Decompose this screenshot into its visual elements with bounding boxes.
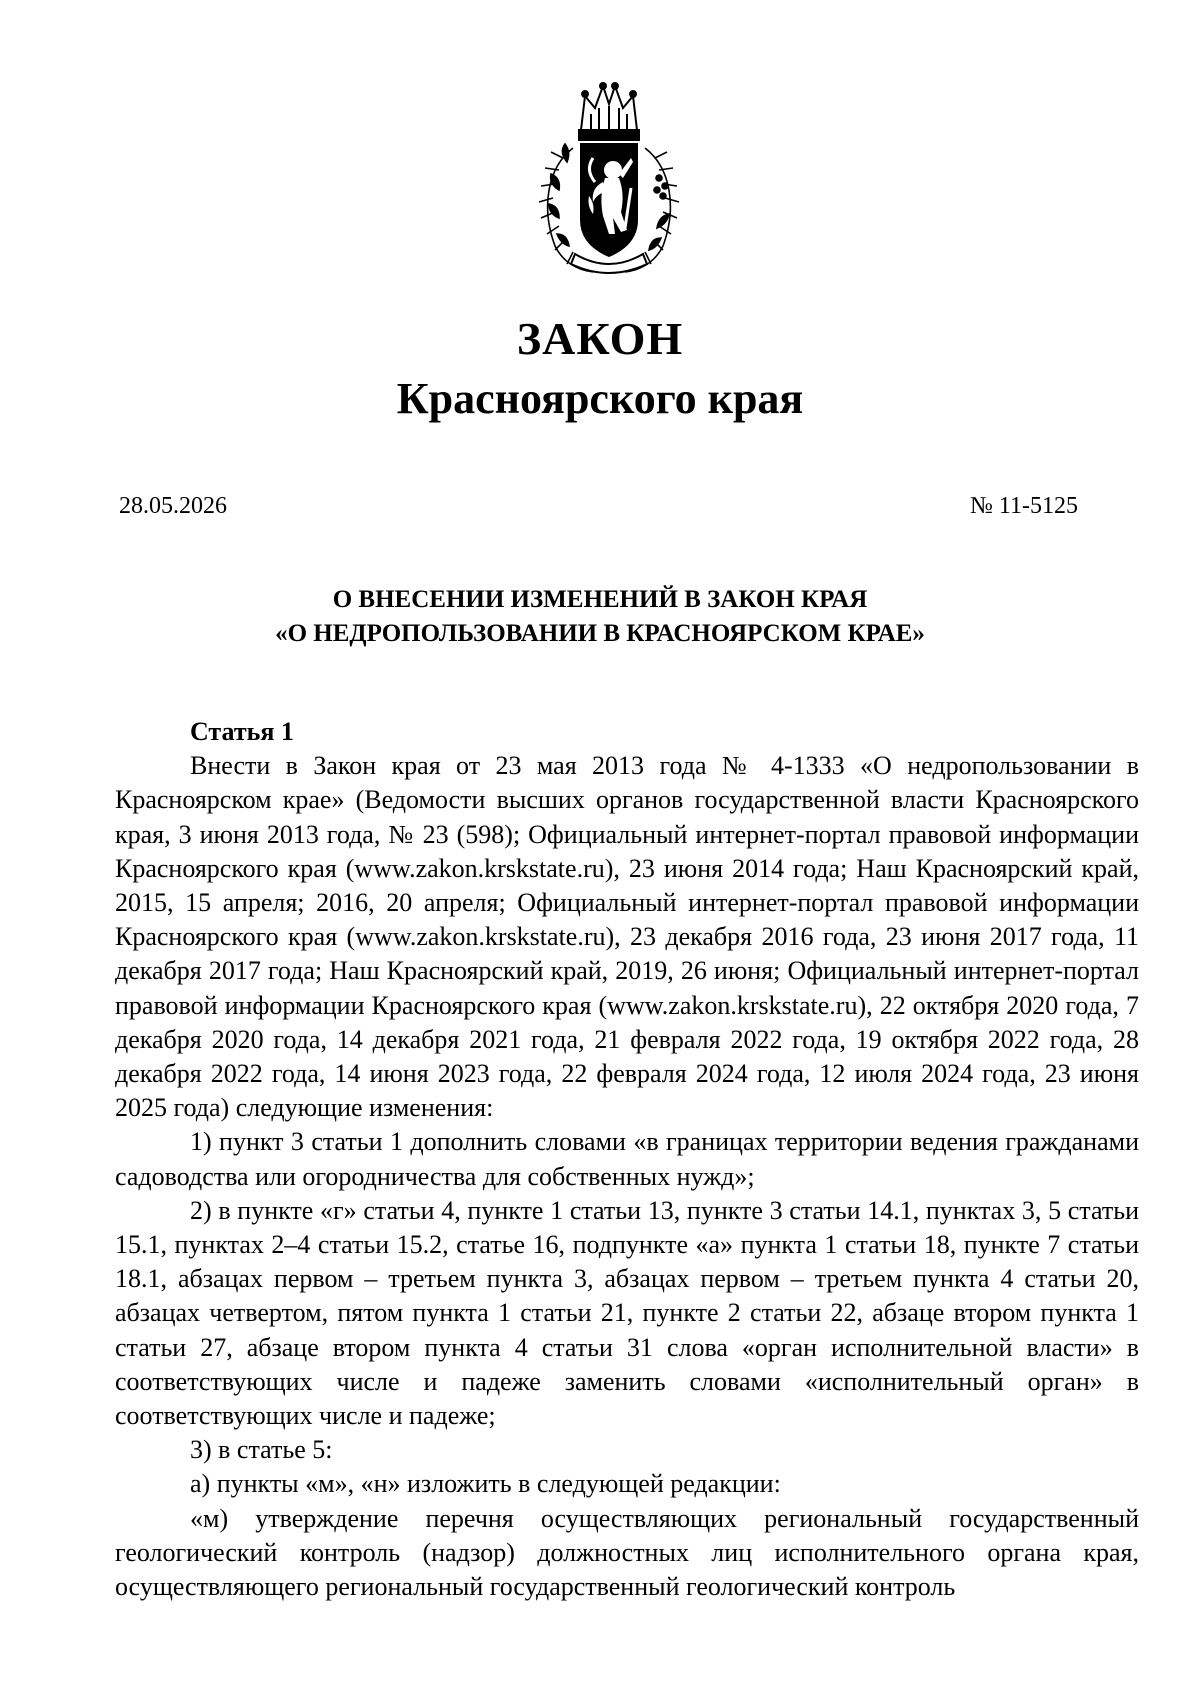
law-heading-line: «О НЕДРОПОЛЬЗОВАНИИ В КРАСНОЯРСКОМ КРАЕ» — [275, 620, 925, 647]
document-date: 28.05.2026 — [119, 493, 227, 519]
body-paragraph: «м) утверждение перечня осуществляющих региональный государственный геологический контроль (надзор) должностных лиц исполнительного органа края, осуществляющего региональный государственный геологический контроль — [115, 1503, 1139, 1602]
article-heading: Статья 1 — [190, 717, 294, 746]
document-number: № 11-5125 — [970, 493, 1078, 519]
krasnoyarsk-coat-of-arms-icon — [533, 78, 685, 278]
body-paragraph: 1) пункт 3 статьи 1 дополнить словами «в границах территории ведения гражданами садоводства или огородничества для собственных нужд»; — [115, 1127, 1139, 1191]
body-paragraph: а) пункты «м», «н» изложить в следующей редакции: — [190, 1469, 781, 1499]
document-type-title: ЗАКОН — [516, 313, 684, 364]
law-heading-line: О ВНЕСЕНИИ ИЗМЕНЕНИЙ В ЗАКОН КРАЯ — [332, 586, 868, 613]
body-paragraph: Внести в Закон края от 23 мая 2013 года № 4-1333 «О недропользовании в Красноярском крае» (Ведомости высших органов государственной власти Красноярского края, 3 июня 2013 года, № 23 (598); Официальный интернет-портал правовой информации Красноярского края (www.zakon.krskstate.ru), 23 июня 2014 года; Наш Красноярский край, 2015, 15 апреля; 2016, 20 апреля; Официальный интернет-портал правовой информации Красноярского края (www.zakon.krskstate.ru), 23 декабря 2016 года, 23 июня 2017 года, 11 декабря 2017 года; Наш Красноярский край, 2019, 26 июня; Официальный интернет-портал правовой информации Красноярского края (www.zakon.krskstate.ru), 22 октября 2020 года, 7 декабря 2020 года, 14 декабря 2021 года, 21 февраля 2022 года, 19 октября 2022 года, 28 декабря 2022 года, 14 июня 2023 года, 22 февраля 2024 года, 12 июля 2024 года, 23 июня 2025 года) следующие изменения: — [115, 751, 1139, 1123]
document-issuer-title: Красноярского края — [396, 374, 804, 423]
body-paragraph: 2) в пункте «г» статьи 4, пункте 1 статьи 13, пункте 3 статьи 14.1, пунктах 3, 5 статьи 15.1, пунктах 2–4 статьи 15.2, статье 16, подпункте «а» пункта 1 статьи 18, пункте 7 статьи 18.1, абзацах первом – третьем пункта 3, абзацах первом – третьем пункта 4 статьи 20, абзацах четвертом, пятом пункта 1 статьи 21, пункте 2 статьи 22, абзаце втором пункта 1 статьи 27, абзаце втором пункта 4 статьи 31 слова «орган исполнительной власти» в соответствующих числе и падеже заменить словами «исполнительный орган» в соответствующих числе и падеже; — [115, 1195, 1139, 1431]
law-body — [115, 715, 1139, 1604]
body-paragraph: 3) в статье 5: — [190, 1435, 333, 1465]
law-heading — [0, 583, 1200, 651]
